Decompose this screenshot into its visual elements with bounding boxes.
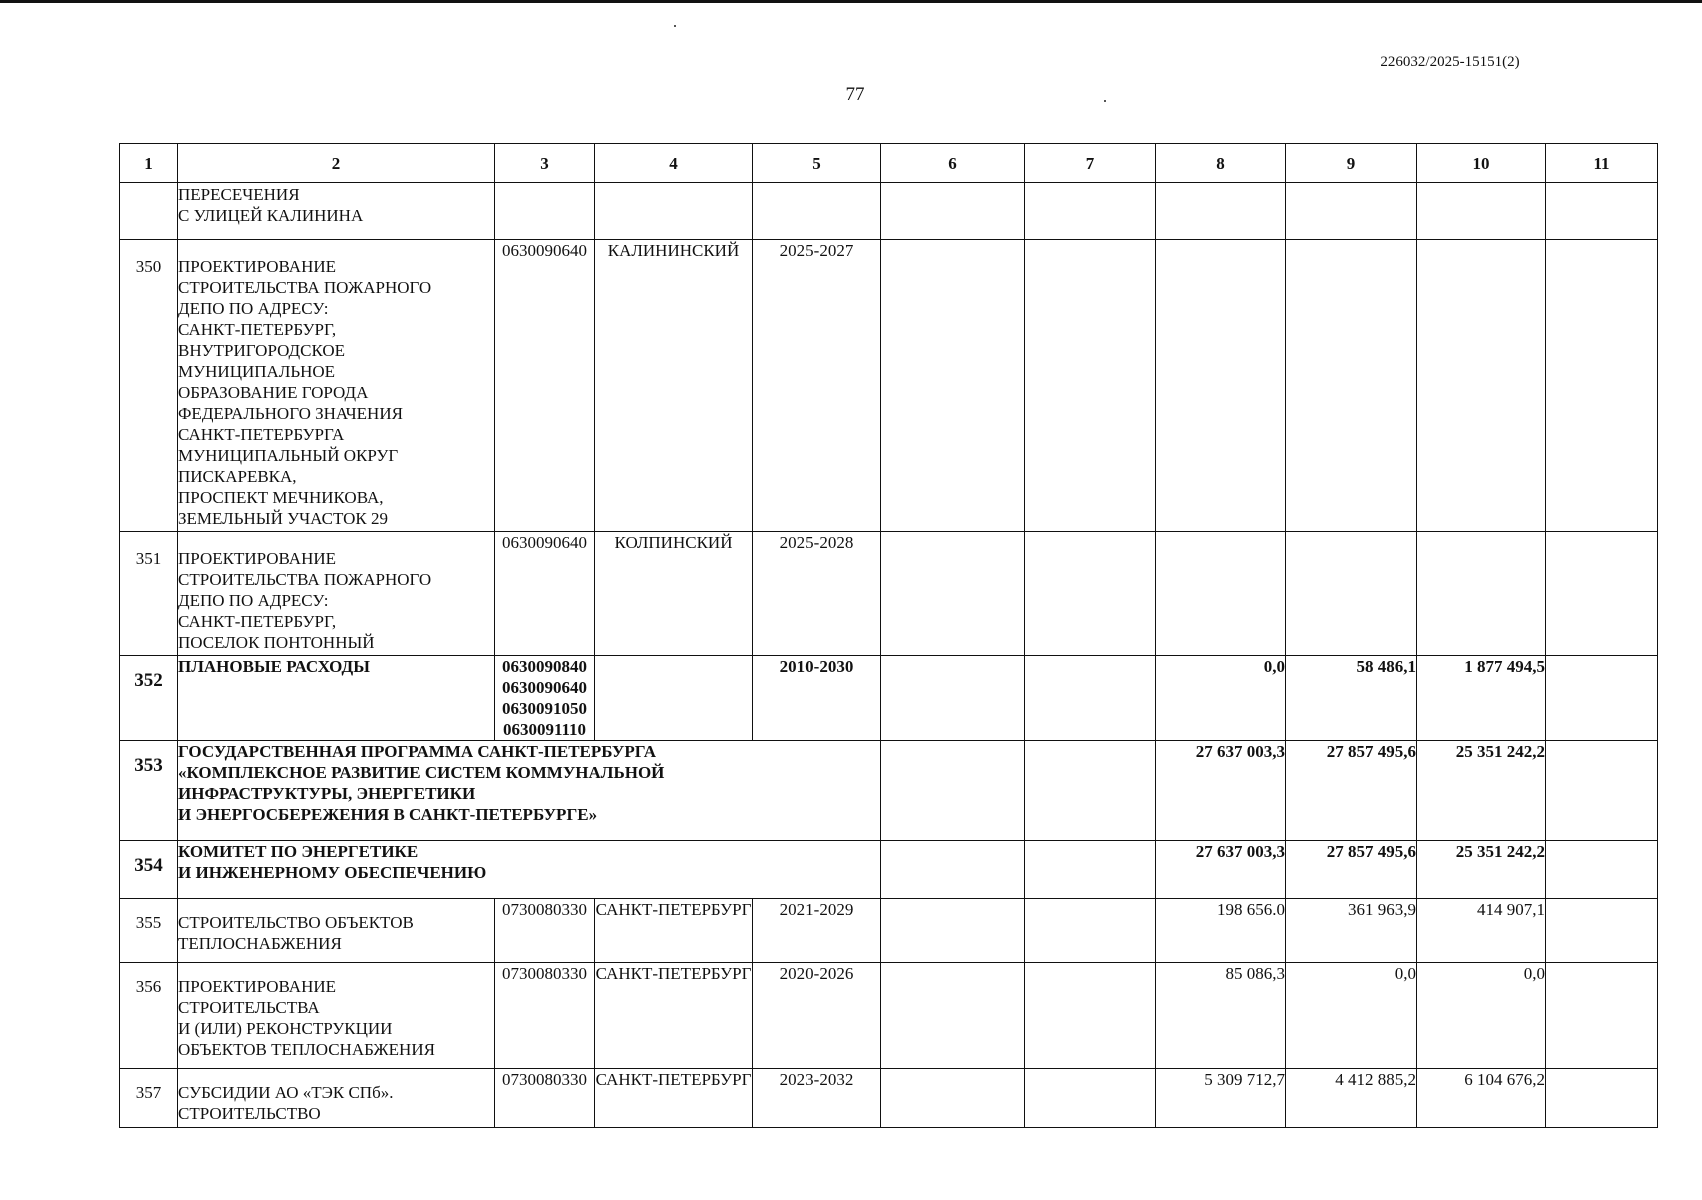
cell-name [178, 963, 495, 1069]
name-line: «КОМПЛЕКСНОЕ РАЗВИТИЕ СИСТЕМ КОММУНАЛЬНОЙ [178, 763, 665, 782]
name-line: ПРОЕКТИРОВАНИЕ [178, 977, 337, 996]
cell-col6 [881, 841, 1025, 899]
name-line: ДЕПО ПО АДРЕСУ: [178, 299, 329, 318]
column-header-row [120, 144, 1658, 183]
cell-code [495, 183, 595, 240]
cell-name [178, 240, 495, 532]
cell-col11 [1546, 899, 1658, 963]
cell-code: 0630090640 [495, 240, 595, 532]
cell-col9: 4 412 885,2 [1286, 1069, 1417, 1128]
column-header: 4 [595, 144, 753, 183]
cell-col6 [881, 240, 1025, 532]
cell-col10 [1417, 532, 1546, 656]
name-line: И ЭНЕРГОСБЕРЕЖЕНИЯ В САНКТ-ПЕТЕРБУРГЕ» [178, 805, 598, 824]
cell-years: 2020-2026 [753, 963, 881, 1069]
cell-col10: 1 877 494,5 [1417, 656, 1546, 741]
table-row-continuation [120, 183, 1658, 240]
cell-col9 [1286, 183, 1417, 240]
cell-code: 0730080330 [495, 1069, 595, 1128]
column-header: 6 [881, 144, 1025, 183]
column-header: 5 [753, 144, 881, 183]
cell-name [178, 183, 495, 240]
cell-col7 [1025, 841, 1156, 899]
name-line: ИНФРАСТРУКТУРЫ, ЭНЕРГЕТИКИ [178, 784, 476, 803]
name-line: СТРОИТЕЛЬСТВО ОБЪЕКТОВ [178, 913, 414, 932]
name-line: ПЕРЕСЕЧЕНИЯ [178, 185, 300, 204]
cell-col8 [1156, 532, 1286, 656]
cell-col10: 6 104 676,2 [1417, 1069, 1546, 1128]
name-line: ПОСЕЛОК ПОНТОННЫЙ [178, 633, 375, 652]
cell-col8: 198 656.0 [1156, 899, 1286, 963]
cell-district: КОЛПИНСКИЙ [595, 532, 753, 656]
name-line: КОМИТЕТ ПО ЭНЕРГЕТИКЕ [178, 842, 419, 861]
cell-num: 354 [120, 841, 178, 899]
cell-district: КАЛИНИНСКИЙ [595, 240, 753, 532]
cell-num: 353 [120, 741, 178, 841]
name-line: СТРОИТЕЛЬСТВО [178, 1104, 321, 1123]
cell-district [595, 183, 753, 240]
cell-name [178, 1069, 495, 1128]
cell-col7 [1025, 240, 1156, 532]
cell-col7 [1025, 532, 1156, 656]
code-line: 0630090840 [502, 657, 587, 676]
cell-col11 [1546, 240, 1658, 532]
table-row [120, 963, 1658, 1069]
name-line: МУНИЦИПАЛЬНОЕ [178, 362, 336, 381]
name-line: ПИСКАРЕВКА, [178, 467, 297, 486]
column-header: 1 [120, 144, 178, 183]
cell-years [753, 183, 881, 240]
name-line: ПРОСПЕКТ МЕЧНИКОВА, [178, 488, 384, 507]
name-line: СТРОИТЕЛЬСТВА [178, 998, 320, 1017]
table-row [120, 741, 1658, 841]
table-row [120, 1069, 1658, 1128]
cell-district: САНКТ-ПЕТЕРБУРГ [595, 1069, 753, 1128]
name-line: ПРОЕКТИРОВАНИЕ [178, 549, 337, 568]
cell-col11 [1546, 656, 1658, 741]
name-line: И (ИЛИ) РЕКОНСТРУКЦИИ [178, 1019, 393, 1038]
cell-num: 352 [120, 656, 178, 741]
name-line: СТРОИТЕЛЬСТВА ПОЖАРНОГО [178, 570, 432, 589]
cell-col6 [881, 963, 1025, 1069]
code-line: 0630091110 [502, 720, 587, 739]
cell-col7 [1025, 1069, 1156, 1128]
cell-col11 [1546, 841, 1658, 899]
code-line: 0630090640 [502, 678, 587, 697]
cell-district: САНКТ-ПЕТЕРБУРГ [595, 963, 753, 1069]
cell-col8: 0,0 [1156, 656, 1286, 741]
cell-col6 [881, 899, 1025, 963]
document-number: 226032/2025-15151(2) [1380, 54, 1520, 70]
cell-col7 [1025, 183, 1156, 240]
table-row [120, 532, 1658, 656]
page-number: 77 [845, 84, 865, 105]
name-line: ОБРАЗОВАНИЕ ГОРОДА [178, 383, 369, 402]
name-line: ВНУТРИГОРОДСКОЕ [178, 341, 346, 360]
column-header: 11 [1546, 144, 1658, 183]
page-top-border [0, 0, 1702, 3]
cell-col7 [1025, 741, 1156, 841]
cell-name [178, 741, 881, 841]
cell-col8: 85 086,3 [1156, 963, 1286, 1069]
cell-years: 2010-2030 [753, 656, 881, 741]
cell-years: 2025-2028 [753, 532, 881, 656]
cell-num: 351 [120, 532, 178, 656]
cell-years: 2021-2029 [753, 899, 881, 963]
name-line: МУНИЦИПАЛЬНЫЙ ОКРУГ [178, 446, 399, 465]
name-line: СУБСИДИИ АО «ТЭК СПб». [178, 1083, 394, 1102]
cell-name [178, 532, 495, 656]
cell-col11 [1546, 741, 1658, 841]
table-row [120, 899, 1658, 963]
column-header: 8 [1156, 144, 1286, 183]
name-line: САНКТ-ПЕТЕРБУРГА [178, 425, 345, 444]
name-line: ЗЕМЕЛЬНЫЙ УЧАСТОК 29 [178, 509, 388, 528]
cell-col10: 25 351 242,2 [1417, 841, 1546, 899]
cell-codes [495, 656, 595, 741]
budget-table [119, 143, 1658, 1128]
cell-col9 [1286, 532, 1417, 656]
cell-col8: 5 309 712,7 [1156, 1069, 1286, 1128]
table-row [120, 841, 1658, 899]
column-header: 7 [1025, 144, 1156, 183]
column-header: 2 [178, 144, 495, 183]
cell-col9: 0,0 [1286, 963, 1417, 1069]
cell-years: 2023-2032 [753, 1069, 881, 1128]
cell-col6 [881, 532, 1025, 656]
cell-col7 [1025, 656, 1156, 741]
column-header: 10 [1417, 144, 1546, 183]
cell-col11 [1546, 183, 1658, 240]
cell-code: 0730080330 [495, 899, 595, 963]
cell-col11 [1546, 532, 1658, 656]
cell-col10: 25 351 242,2 [1417, 741, 1546, 841]
cell-num: 350 [120, 240, 178, 532]
cell-col9: 361 963,9 [1286, 899, 1417, 963]
cell-col11 [1546, 963, 1658, 1069]
cell-code: 0730080330 [495, 963, 595, 1069]
cell-col7 [1025, 899, 1156, 963]
name-line: ГОСУДАРСТВЕННАЯ ПРОГРАММА САНКТ-ПЕТЕРБУРГА [178, 742, 657, 761]
cell-num [120, 183, 178, 240]
name-line: С УЛИЦЕЙ КАЛИНИНА [178, 206, 364, 225]
cell-col10 [1417, 183, 1546, 240]
cell-col6 [881, 1069, 1025, 1128]
scan-speck [1104, 100, 1106, 102]
cell-col9: 58 486,1 [1286, 656, 1417, 741]
cell-col8 [1156, 183, 1286, 240]
cell-name [178, 841, 881, 899]
cell-district: САНКТ-ПЕТЕРБУРГ [595, 899, 753, 963]
cell-col9: 27 857 495,6 [1286, 741, 1417, 841]
name-line: САНКТ-ПЕТЕРБУРГ, [178, 612, 337, 631]
cell-district [595, 656, 753, 741]
cell-col6 [881, 656, 1025, 741]
cell-col10: 0,0 [1417, 963, 1546, 1069]
code-line: 0630091050 [502, 699, 587, 718]
cell-name [178, 899, 495, 963]
cell-col10: 414 907,1 [1417, 899, 1546, 963]
cell-col6 [881, 183, 1025, 240]
cell-num: 356 [120, 963, 178, 1069]
name-line: ДЕПО ПО АДРЕСУ: [178, 591, 329, 610]
cell-num: 355 [120, 899, 178, 963]
name-line: ТЕПЛОСНАБЖЕНИЯ [178, 934, 342, 953]
cell-col6 [881, 741, 1025, 841]
name-line: ПРОЕКТИРОВАНИЕ [178, 257, 337, 276]
cell-col9: 27 857 495,6 [1286, 841, 1417, 899]
cell-col7 [1025, 963, 1156, 1069]
table-row [120, 656, 1658, 741]
table-row [120, 240, 1658, 532]
cell-num: 357 [120, 1069, 178, 1128]
cell-col9 [1286, 240, 1417, 532]
cell-col10 [1417, 240, 1546, 532]
cell-years: 2025-2027 [753, 240, 881, 532]
cell-name: ПЛАНОВЫЕ РАСХОДЫ [178, 656, 495, 741]
cell-col8: 27 637 003,3 [1156, 841, 1286, 899]
name-line: СТРОИТЕЛЬСТВА ПОЖАРНОГО [178, 278, 432, 297]
name-line: ОБЪЕКТОВ ТЕПЛОСНАБЖЕНИЯ [178, 1040, 435, 1059]
name-line: И ИНЖЕНЕРНОМУ ОБЕСПЕЧЕНИЮ [178, 863, 487, 882]
name-line: ФЕДЕРАЛЬНОГО ЗНАЧЕНИЯ [178, 404, 403, 423]
cell-code: 0630090640 [495, 532, 595, 656]
scan-speck [674, 25, 676, 27]
column-header: 9 [1286, 144, 1417, 183]
cell-col8 [1156, 240, 1286, 532]
name-line: САНКТ-ПЕТЕРБУРГ, [178, 320, 337, 339]
column-header: 3 [495, 144, 595, 183]
cell-col11 [1546, 1069, 1658, 1128]
cell-col8: 27 637 003,3 [1156, 741, 1286, 841]
